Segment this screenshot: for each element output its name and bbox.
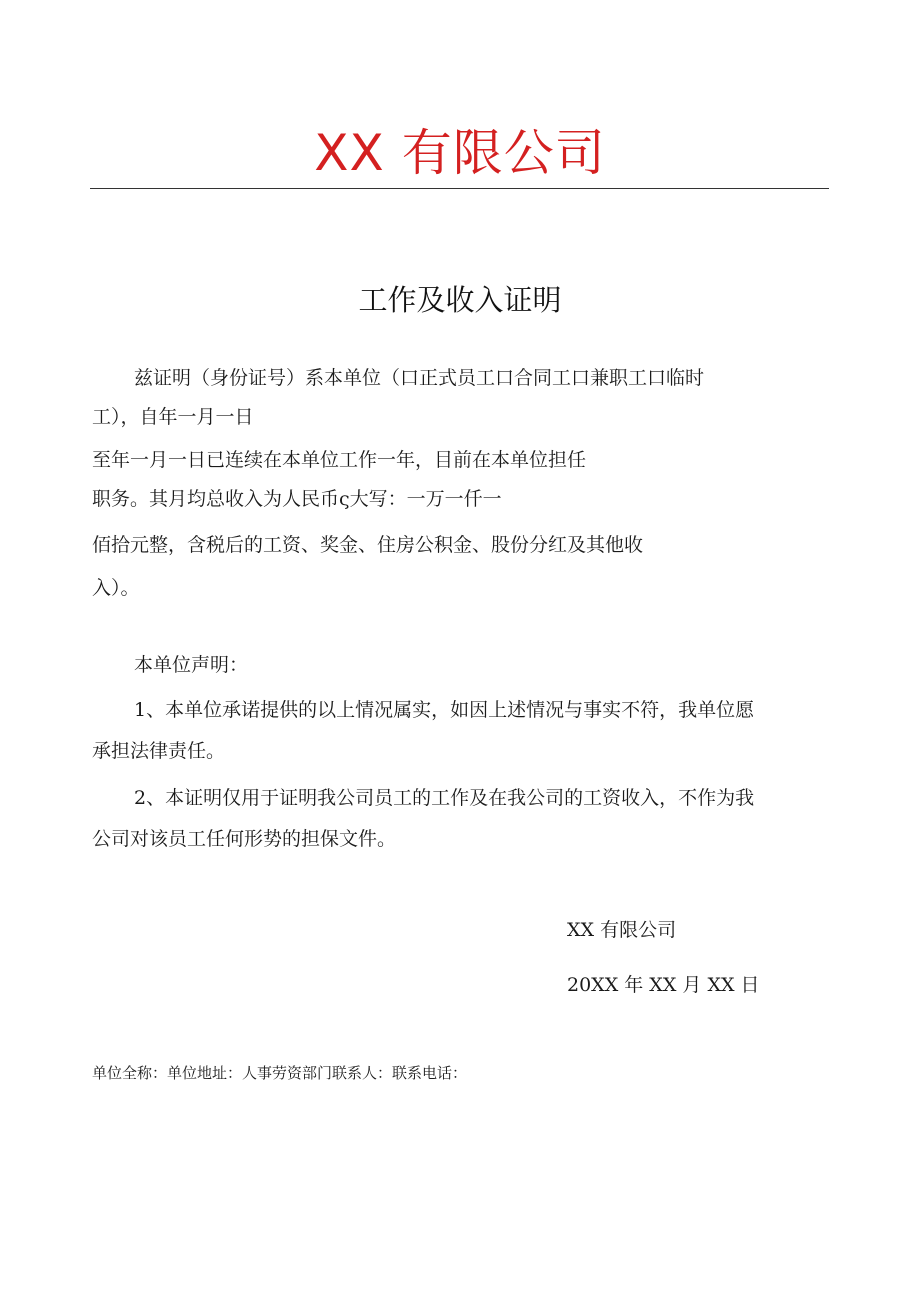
declaration-item-2-line-2: 公司对该员工任何形势的担保文件。	[92, 828, 397, 850]
declaration-item-2-line-1: 2、本证明仅用于证明我公司员工的工作及在我公司的工资收入，不作为我	[134, 787, 755, 809]
body-line-1: 兹证明（身份证号）系本单位（口正式员工口合同工口兼职工口临时	[134, 367, 705, 389]
signature-company: XX 有限公司	[567, 919, 677, 941]
body-line-4: 职务。其月均总收入为人民币ς大写：一万一仟一	[92, 488, 502, 510]
letterhead-company-name: XX 有限公司	[314, 124, 606, 182]
declaration-heading: 本单位声明：	[134, 654, 249, 676]
declaration-item-1-line-1: 1、本单位承诺提供的以上情况属实，如因上述情况与事实不符，我单位愿	[134, 699, 755, 721]
letterhead-divider	[90, 188, 829, 189]
body-line-5: 佰拾元整，含税后的工资、奖金、住房公积金、股份分红及其他收	[92, 534, 644, 556]
body-line-6: 入）。	[92, 577, 140, 599]
body-line-3: 至年一月一日已连续在本单位工作一年，目前在本单位担任	[92, 449, 587, 471]
signature-date: 20XX 年 XX 月 XX 日	[567, 974, 760, 996]
document-title: 工作及收入证明	[358, 283, 562, 317]
declaration-item-1-line-2: 承担法律责任。	[92, 740, 226, 762]
body-line-2: 工），自年一月一日	[92, 406, 254, 428]
footer-contact-fields: 单位全称：单位地址：人事劳资部门联系人：联系电话：	[92, 1064, 468, 1082]
